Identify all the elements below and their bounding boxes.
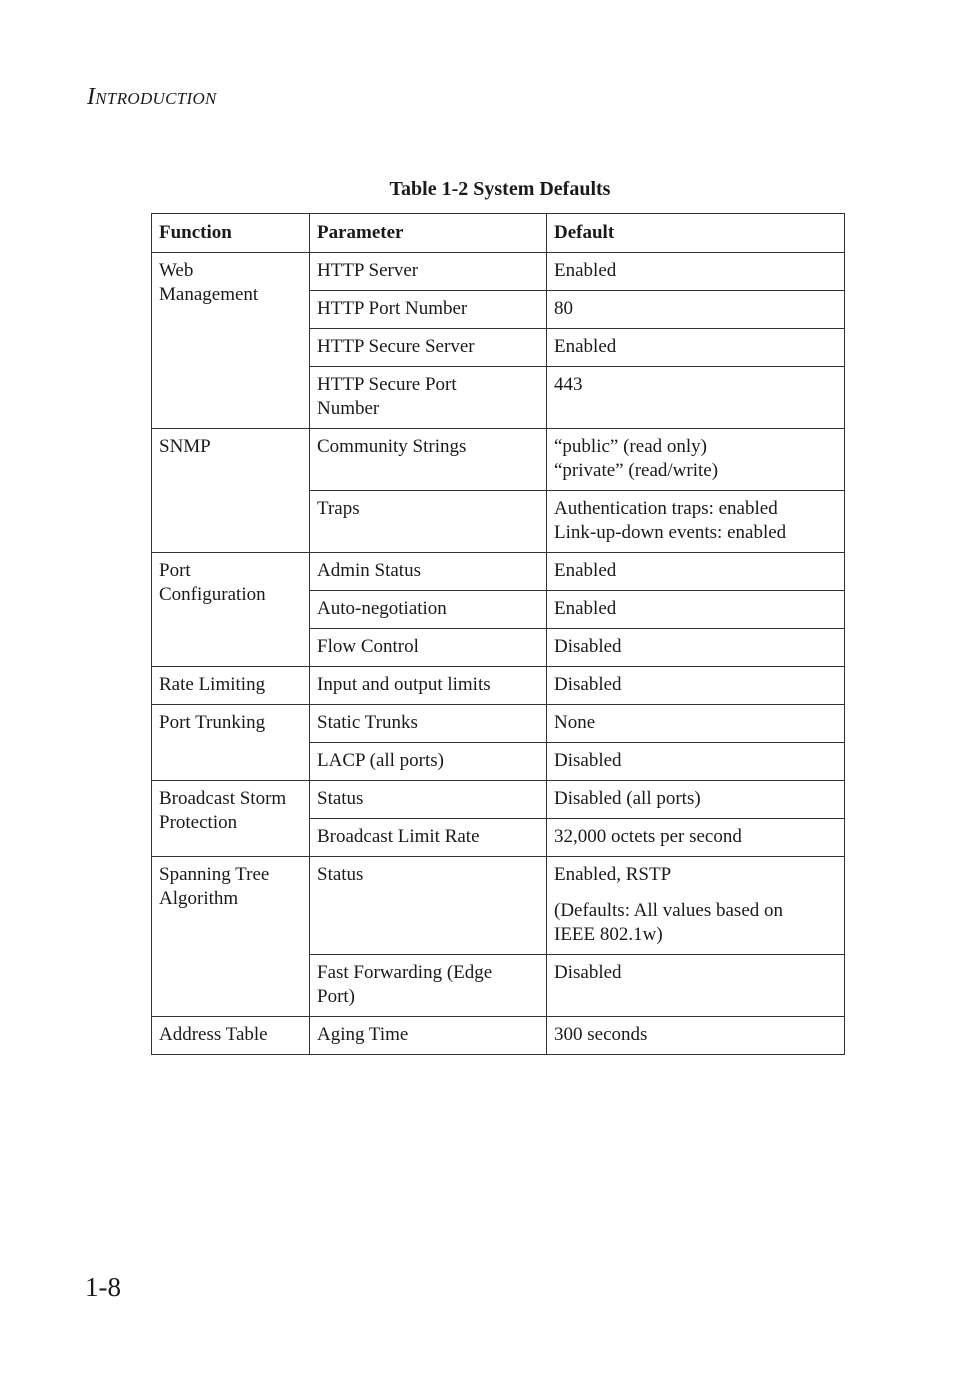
parameter-cell: Flow Control <box>310 629 547 667</box>
column-header-function: Function <box>152 214 310 253</box>
table-row <box>152 857 845 955</box>
default-cell <box>547 743 845 781</box>
running-head <box>87 84 217 111</box>
default-cell <box>547 253 845 291</box>
table-row <box>152 667 845 705</box>
parameter-cell: Auto-negotiation <box>310 591 547 629</box>
table-body <box>152 253 845 1055</box>
parameter-cell: HTTP Port Number <box>310 291 547 329</box>
function-cell: Port Configuration <box>152 553 310 667</box>
table-row <box>152 553 845 591</box>
parameter-cell: Input and output limits <box>310 667 547 705</box>
default-value: Authentication traps: enabled Link-up-down events: enabled <box>554 498 787 543</box>
default-value: Disabled <box>554 750 622 771</box>
function-cell: Broadcast Storm Protection <box>152 781 310 857</box>
default-value: Disabled (all ports) <box>554 788 701 809</box>
parameter-cell: HTTP Server <box>310 253 547 291</box>
parameter-cell: Static Trunks <box>310 705 547 743</box>
default-value: Enabled <box>554 260 617 281</box>
default-cell <box>547 553 845 591</box>
default-cell <box>547 857 845 955</box>
default-value: 32,000 octets per second <box>554 826 742 847</box>
running-head-initial: I <box>87 84 96 110</box>
default-value: Enabled <box>554 598 617 619</box>
default-cell <box>547 955 845 1017</box>
function-cell: Address Table <box>152 1017 310 1055</box>
parameter-cell: Fast Forwarding (Edge Port) <box>310 955 547 1017</box>
running-head-rest: NTRODUCTION <box>95 89 217 108</box>
function-cell: Spanning Tree Algorithm <box>152 857 310 1017</box>
default-value: Enabled <box>554 560 617 581</box>
system-defaults-table <box>151 213 845 1055</box>
default-cell <box>547 629 845 667</box>
default-value: Disabled <box>554 636 622 657</box>
parameter-cell: Traps <box>310 491 547 553</box>
table-row <box>152 1017 845 1055</box>
default-cell <box>547 367 845 429</box>
function-cell: Web Management <box>152 253 310 429</box>
parameter-cell: Status <box>310 781 547 819</box>
function-cell: Rate Limiting <box>152 667 310 705</box>
default-value: Enabled <box>554 336 617 357</box>
table-row <box>152 429 845 491</box>
parameter-cell: Aging Time <box>310 1017 547 1055</box>
default-value: Disabled <box>554 962 622 983</box>
table-header-row <box>152 214 845 253</box>
column-header-default: Default <box>547 214 845 253</box>
default-cell <box>547 667 845 705</box>
default-cell <box>547 329 845 367</box>
default-cell <box>547 491 845 553</box>
table-row <box>152 253 845 291</box>
column-header-parameter: Parameter <box>310 214 547 253</box>
parameter-cell: Status <box>310 857 547 955</box>
table-title: Table 1-2 System Defaults <box>389 178 611 200</box>
default-cell <box>547 291 845 329</box>
table-row <box>152 781 845 819</box>
default-value: 443 <box>554 374 583 395</box>
function-cell: SNMP <box>152 429 310 553</box>
table-row <box>152 705 845 743</box>
default-cell <box>547 705 845 743</box>
default-note: (Defaults: All values based on IEEE 802.1w) <box>554 900 784 945</box>
parameter-cell: Community Strings <box>310 429 547 491</box>
default-value: Enabled, RSTP <box>554 864 672 885</box>
default-cell <box>547 1017 845 1055</box>
parameter-cell: LACP (all ports) <box>310 743 547 781</box>
default-value: Disabled <box>554 674 622 695</box>
default-value: 300 seconds <box>554 1024 648 1045</box>
default-cell <box>547 781 845 819</box>
page-number: 1-8 <box>85 1272 121 1302</box>
default-value: “public” (read only) “private” (read/write) <box>554 436 719 481</box>
default-cell <box>547 819 845 857</box>
default-value: 80 <box>554 298 573 319</box>
default-cell <box>547 591 845 629</box>
parameter-cell: HTTP Secure Server <box>310 329 547 367</box>
function-cell: Port Trunking <box>152 705 310 781</box>
default-cell <box>547 429 845 491</box>
parameter-cell: Admin Status <box>310 553 547 591</box>
default-value: None <box>554 712 596 733</box>
parameter-cell: HTTP Secure Port Number <box>310 367 547 429</box>
parameter-cell: Broadcast Limit Rate <box>310 819 547 857</box>
